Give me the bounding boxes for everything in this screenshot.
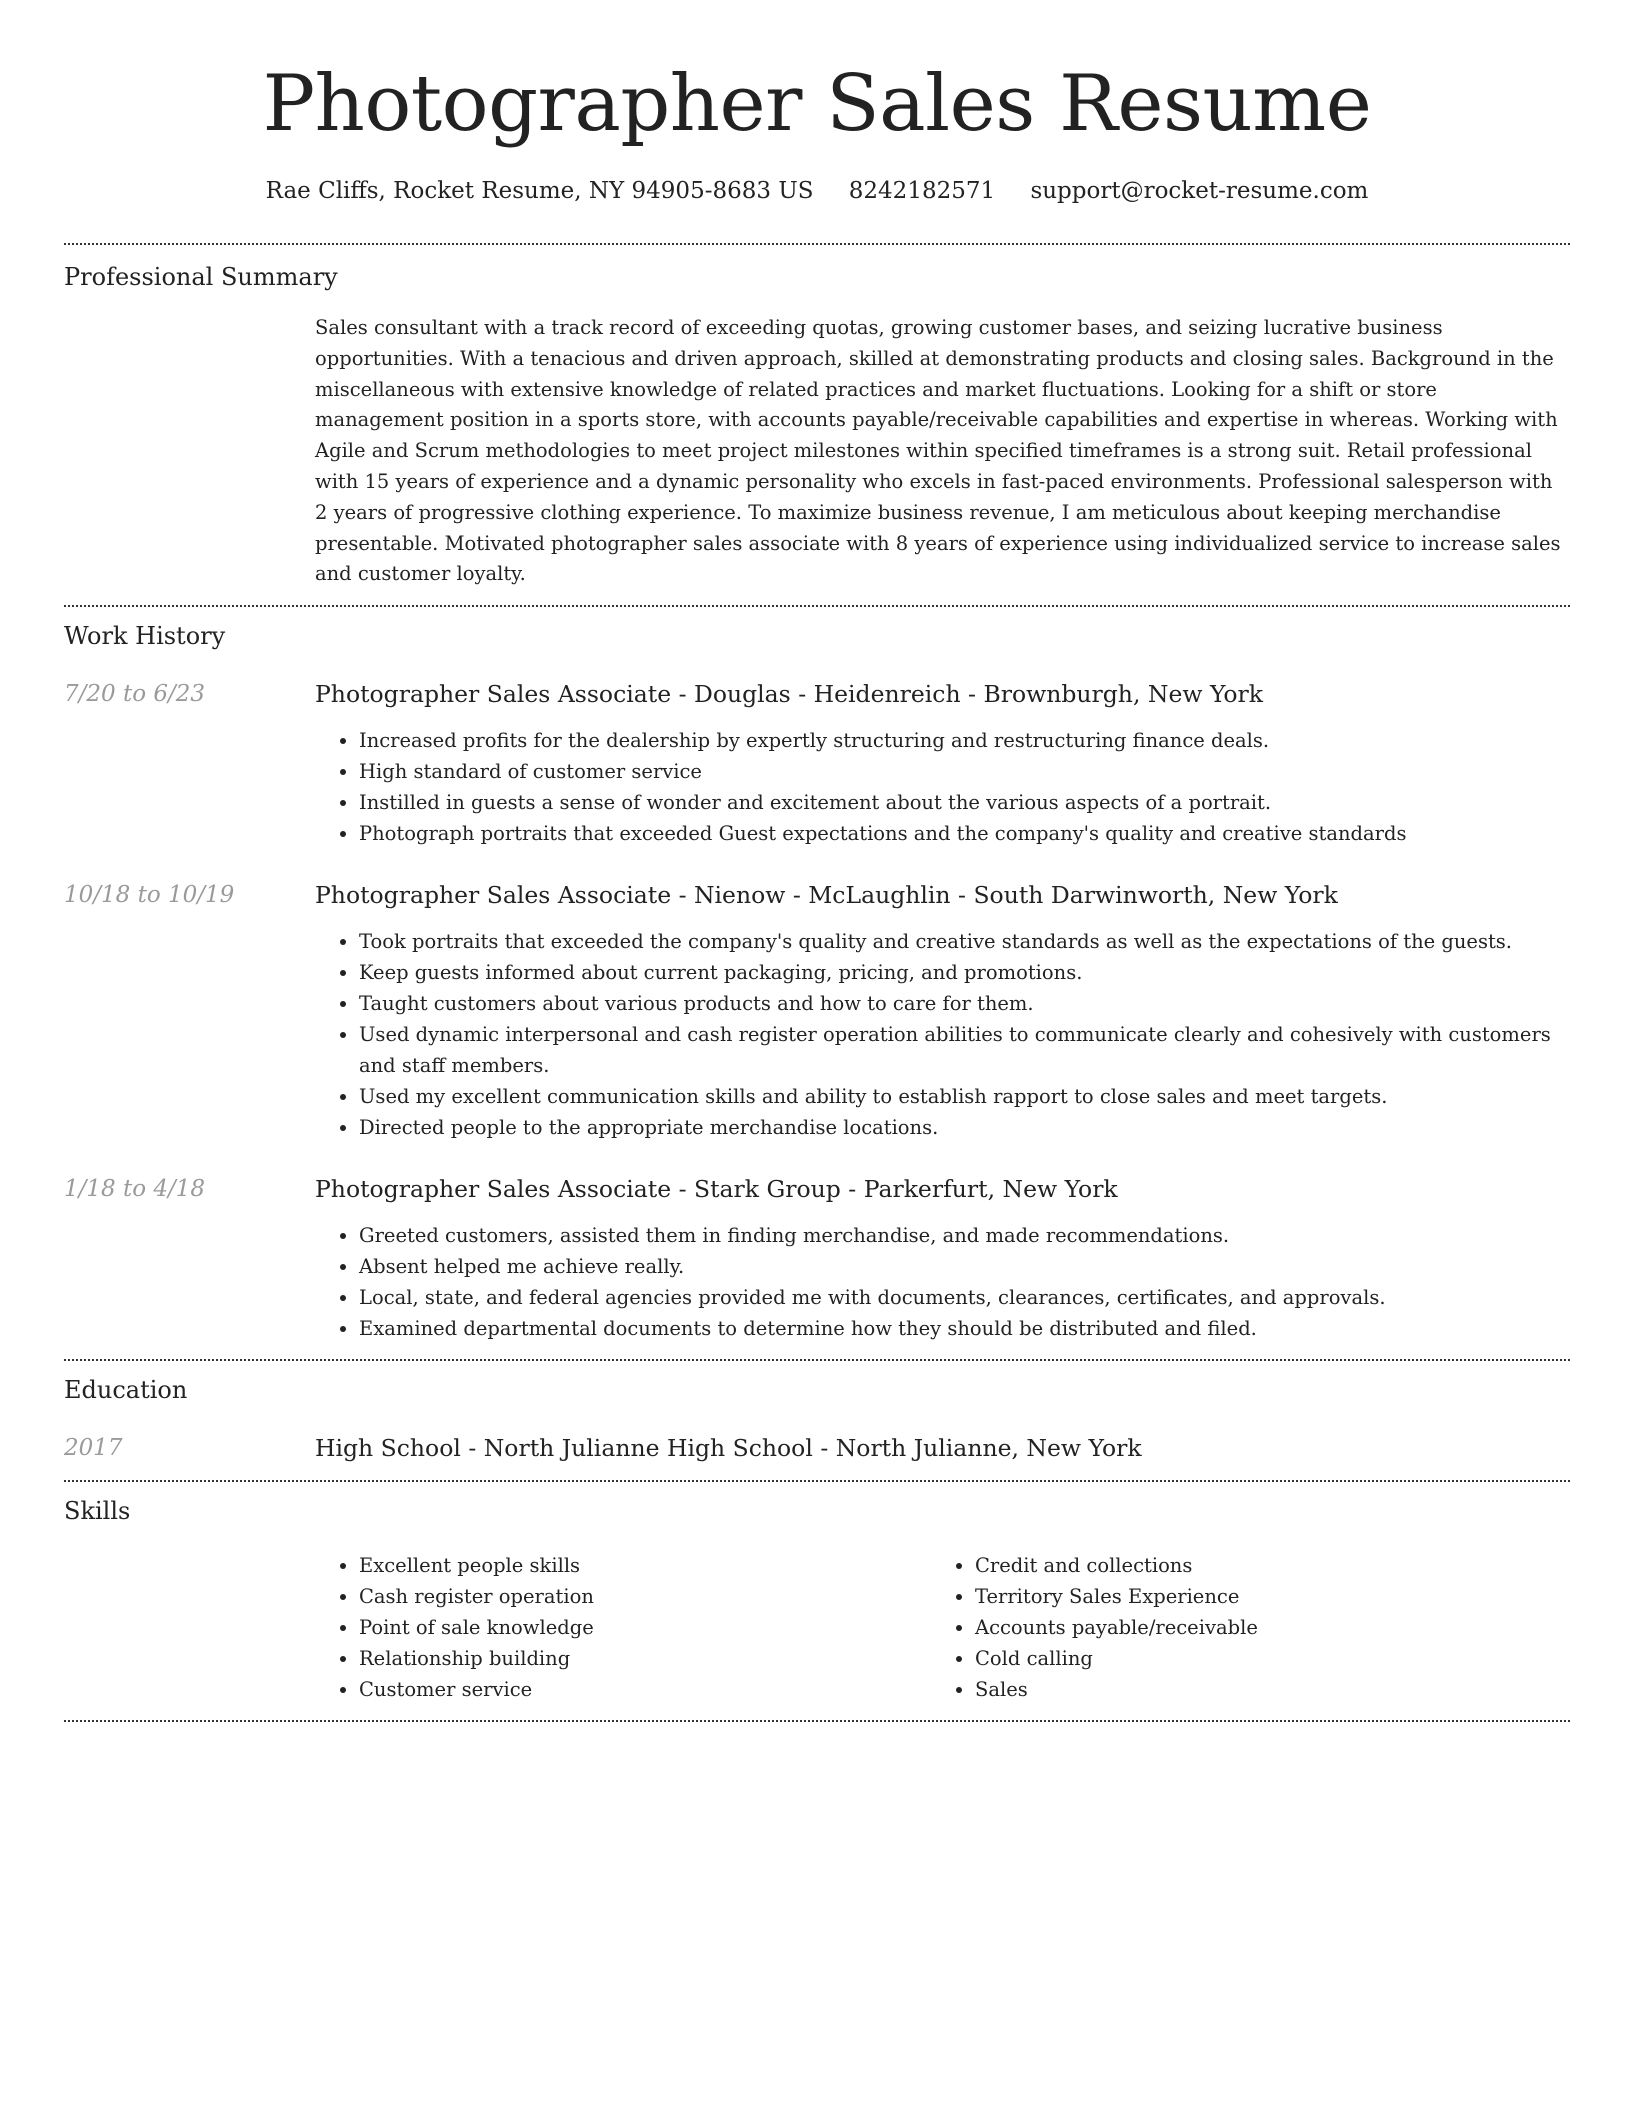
list-item: • Local, state, and federal agencies provided me with documents, clearances, certificates, and approvals. (359, 1282, 1570, 1313)
education-heading: Education (64, 1376, 188, 1405)
summary-section (64, 245, 1570, 605)
skills-list-left (315, 1550, 931, 1705)
list-item: • Examined departmental documents to determine how they should be distributed and filed. (359, 1313, 1570, 1344)
summary-text: Sales consultant with a track record of exceeding quotas, growing customer bases, and seizing lucrative business opportunities. With a tenacious and driven approach, skilled at demonstrating products and closing sales. Background in the miscellaneous with extensive knowledge of related practices and market fluctuations. Looking for a shift or store management position in a sports store, with accounts payable/receivable capabilities and expertise in whereas. Working with Agile and Scrum methodologies to meet project milestones within specified timeframes is a strong suit. Retail professional with 15 years of experience and a dynamic personality who excels in fast-paced environments. Professional salesperson with 2 years of progressive clothing experience. To maximize business revenue, I am meticulous about keeping merchandise presentable. Motivated photographer sales associate with 8 years of experience using individualized service to increase sales and customer loyalty. (315, 316, 1561, 586)
work-history-section (64, 607, 1570, 1359)
education-section (64, 1361, 1570, 1480)
contact-email: support@rocket-resume.com (1030, 178, 1369, 204)
job-dates: 10/18 to 10/19 (64, 882, 235, 909)
list-item: • Excellent people skills (359, 1550, 931, 1581)
list-item: • Territory Sales Experience (975, 1581, 1531, 1612)
contact-address: Rae Cliffs, Rocket Resume, NY 94905-8683 US (265, 178, 814, 204)
section-divider (64, 1720, 1570, 1722)
list-item: • High standard of customer service (359, 756, 1570, 787)
list-item: • Directed people to the appropriate merchandise locations. (359, 1112, 1570, 1143)
list-item: • Taught customers about various products and how to care for them. (359, 988, 1570, 1019)
list-item: • Absent helped me achieve really. (359, 1251, 1570, 1282)
list-item: • Used dynamic interpersonal and cash register operation abilities to communicate clearly and cohesively with customers and staff members. (359, 1019, 1570, 1081)
list-item: • Increased profits for the dealership by expertly structuring and restructuring finance deals. (359, 725, 1570, 756)
contact-line (64, 174, 1570, 208)
list-item: • Accounts payable/receivable (975, 1612, 1531, 1643)
list-item: • Customer service (359, 1674, 931, 1705)
job-entry (64, 677, 1570, 849)
skills-section (64, 1482, 1570, 1720)
job-dates: 1/18 to 4/18 (64, 1176, 206, 1203)
summary-heading: Professional Summary (64, 263, 338, 291)
list-item: • Keep guests informed about current packaging, pricing, and promotions. (359, 957, 1570, 988)
job-title: Photographer Sales Associate - Stark Group - Parkerfurt, New York (315, 1175, 1118, 1204)
list-item: • Sales (975, 1674, 1531, 1705)
list-item: • Credit and collections (975, 1550, 1531, 1581)
job-entry (64, 878, 1570, 1143)
list-item: • Relationship building (359, 1643, 931, 1674)
list-item: • Cold calling (975, 1643, 1531, 1674)
job-bullets (315, 725, 1570, 849)
page-title: Photographer Sales Resume (262, 59, 1372, 149)
list-item: • Cash register operation (359, 1581, 931, 1612)
education-entry (64, 1431, 1570, 1465)
job-dates: 7/20 to 6/23 (64, 681, 206, 708)
job-bullets (315, 1220, 1570, 1344)
list-item: • Point of sale knowledge (359, 1612, 931, 1643)
list-item: • Photograph portraits that exceeded Guest expectations and the company's quality and creative standards (359, 818, 1570, 849)
contact-phone: 8242182571 (848, 178, 996, 204)
list-item: • Instilled in guests a sense of wonder and excitement about the various aspects of a portrait. (359, 787, 1570, 818)
list-item: • Used my excellent communication skills and ability to establish rapport to close sales and meet targets. (359, 1081, 1570, 1112)
education-text: High School - North Julianne High School - North Julianne, New York (315, 1434, 1142, 1463)
job-entry (64, 1172, 1570, 1344)
skills-heading: Skills (64, 1497, 131, 1526)
resume-page (64, 0, 1570, 1722)
list-item: • Greeted customers, assisted them in finding merchandise, and made recommendations. (359, 1220, 1570, 1251)
skills-list-right (931, 1550, 1531, 1705)
job-title: Photographer Sales Associate - Douglas - Heidenreich - Brownburgh, New York (315, 680, 1264, 709)
education-year: 2017 (64, 1435, 123, 1462)
work-history-heading: Work History (64, 622, 226, 651)
list-item: • Took portraits that exceeded the company's quality and creative standards as well as the expectations of the guests. (359, 926, 1570, 957)
job-title: Photographer Sales Associate - Nienow - McLaughlin - South Darwinworth, New York (315, 881, 1338, 910)
job-bullets (315, 926, 1570, 1143)
